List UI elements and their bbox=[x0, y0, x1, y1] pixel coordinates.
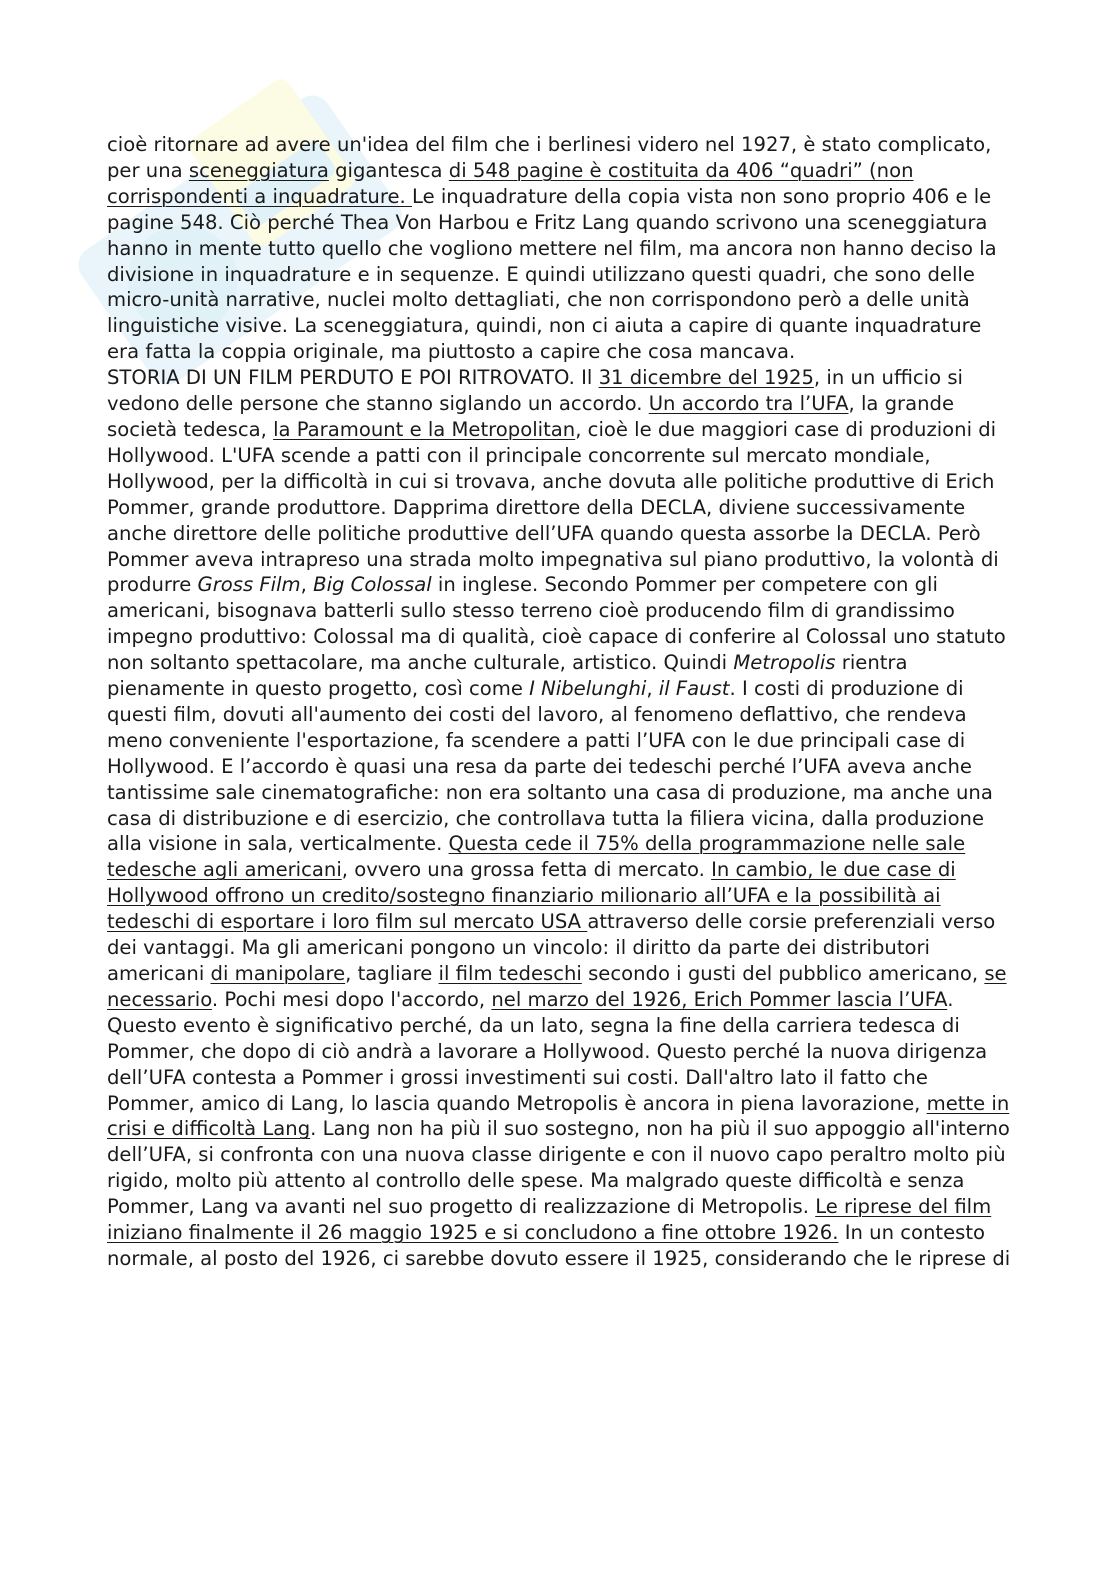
text-run: STORIA DI UN FILM PERDUTO E POI RITROVATO. Il bbox=[107, 366, 599, 390]
underlined-text: mette in crisi e difficoltà Lang bbox=[107, 1091, 1010, 1141]
text-run: gigantesca bbox=[328, 158, 449, 182]
text-run: , in un ufficio si vedono delle persone che stanno siglando un accordo. bbox=[107, 366, 963, 416]
text-run: rientra pienamente in questo progetto, così come bbox=[107, 651, 908, 701]
text-run: . Pochi mesi dopo l'accordo, bbox=[211, 987, 492, 1011]
text-run: , ovvero una grossa fetta di mercato. bbox=[341, 858, 712, 882]
italic-title: Metropolis bbox=[733, 651, 836, 675]
underlined-text: nel marzo del 1926, Erich Pommer lascia l’UFA bbox=[491, 987, 948, 1011]
underlined-text: se necessario bbox=[107, 962, 1007, 1011]
paragraph-2 bbox=[107, 365, 1012, 1272]
text-run: , bbox=[646, 677, 659, 701]
underlined-text: sceneggiatura bbox=[188, 158, 329, 182]
italic-title: Gross Film bbox=[197, 573, 301, 597]
underlined-text: In cambio, le due case di Hollywood offrono un credito/sostegno finanziario milionario all’UFA e la possibilità ai tedeschi di esportare i loro film sul mercato USA bbox=[107, 858, 956, 934]
italic-title: I Nibelunghi bbox=[529, 677, 647, 701]
italic-title: il Faust bbox=[658, 677, 730, 701]
text-run: , tagliare bbox=[345, 962, 439, 985]
text-run: in inglese. Secondo Pommer per competere con gli americani, bisognava batterli sullo stesso terreno cioè producendo film di grandissimo impegno produttivo: Colossal ma di qualità, cioè capace di conferire al Colossal uno statuto non soltanto spettacolare, ma anche culturale, artistico. Quindi bbox=[107, 573, 1006, 675]
text-run: . Questo evento è significativo perché, da un lato, segna la fine della carriera tedesca di Pommer, che dopo di ciò andrà a lavorare a Hollywood. Questo perché la nuova dirigenza dell’UFA contesta a Pommer i grossi investimenti sui costi. Dall'altro lato il fatto che Pommer, amico di Lang, lo lascia quando Metropolis è ancora in piena lavorazione, bbox=[107, 987, 988, 1115]
text-run: In un contesto normale, al posto del 1926, ci sarebbe dovuto essere il 1925, considerando che le riprese di bbox=[107, 1221, 1011, 1270]
underlined-text: di 548 pagine è costituita da 406 “quadri” (non corrispondenti a inquadrature. bbox=[107, 158, 914, 208]
underlined-text: il film tedeschi bbox=[438, 962, 582, 985]
italic-title: Big Colossal bbox=[313, 573, 432, 597]
text-run: , cioè le due maggiori case di produzioni di Hollywood. L'UFA scende a patti con il principale concorrente sul mercato mondiale, Hollywood, per la difficoltà in cui si trovava, anche dovuta alle politiche produttive di Erich Pommer, grande produttore. Dapprima direttore della DECLA, diviene successivamente anche direttore delle politiche produttive dell’UFA quando questa assorbe la DECLA. Però Pommer aveva intrapreso una strada molto impegnativa sul piano produttivo, la volontà di produrre bbox=[107, 417, 999, 597]
underlined-text: la Paramount e la Metropolitan bbox=[273, 417, 576, 441]
underlined-text: di manipolare bbox=[210, 962, 346, 985]
text-run: cioè ritornare ad avere un'idea del film che i berlinesi videro nel 1927, è stato complicato, per una bbox=[107, 133, 992, 182]
underlined-text: Un accordo tra l’UFA bbox=[648, 392, 849, 416]
paragraph-1 bbox=[107, 132, 1012, 365]
underlined-text: Le riprese del film iniziano finalmente il 26 maggio 1925 e si concludono a fine ottobre 1926. bbox=[107, 1195, 992, 1245]
text-run: , la grande società tedesca, bbox=[107, 392, 955, 441]
text-run: secondo i gusti del pubblico americano, bbox=[581, 962, 985, 985]
underlined-text: Questa cede il 75% della programmazione nelle sale tedesche agli americani bbox=[107, 832, 966, 882]
text-run: attraverso delle corsie preferenziali verso dei vantaggi. Ma gli americani pongono un vincolo: il diritto da parte dei distributori americani bbox=[107, 910, 996, 985]
text-run: Le inquadrature della copia vista non sono proprio 406 e le pagine 548. Ciò perché Thea Von Harbou e Fritz Lang quando scrivono una sceneggiatura hanno in mente tutto quello che vogliono mettere nel film, ma ancora non hanno deciso la divisione in inquadrature e in sequenze. E quindi utilizzano questi quadri, che sono delle micro-unità narrative, nuclei molto dettagliati, che non corrispondono però a delle unità linguistiche visive. La sceneggiatura, quindi, non ci aiuta a capire di quante inquadrature era fatta la coppia originale, ma piuttosto a capire che cosa mancava. bbox=[107, 184, 997, 364]
text-run: , bbox=[300, 573, 314, 597]
text-run: . Lang non ha più il suo sostegno, non ha più il suo appoggio all'interno dell’UFA, si confronta con una nuova classe dirigente e con il nuovo capo peraltro molto più rigido, molto più attento al controllo delle spese. Ma malgrado queste difficoltà e senza Pommer, Lang va avanti nel suo progetto di realizzazione di Metropolis. bbox=[107, 1117, 1010, 1219]
text-run: . I costi di produzione di questi film, dovuti all'aumento dei costi del lavoro, al fenomeno deflattivo, che rendeva meno conveniente l'esportazione, fa scendere a patti l’UFA con le due principali case di Hollywood. E l’accordo è quasi una resa da parte dei tedeschi perché l’UFA aveva anche tantissime sale cinematografiche: non era soltanto una casa di produzione, ma anche una casa di distribuzione e di esercizio, che controllava tutta la filiera vicina, dalla produzione alla visione in sala, verticalmente. bbox=[107, 677, 993, 856]
document-body bbox=[107, 132, 1012, 1272]
underlined-text: 31 dicembre del 1925 bbox=[598, 366, 814, 390]
